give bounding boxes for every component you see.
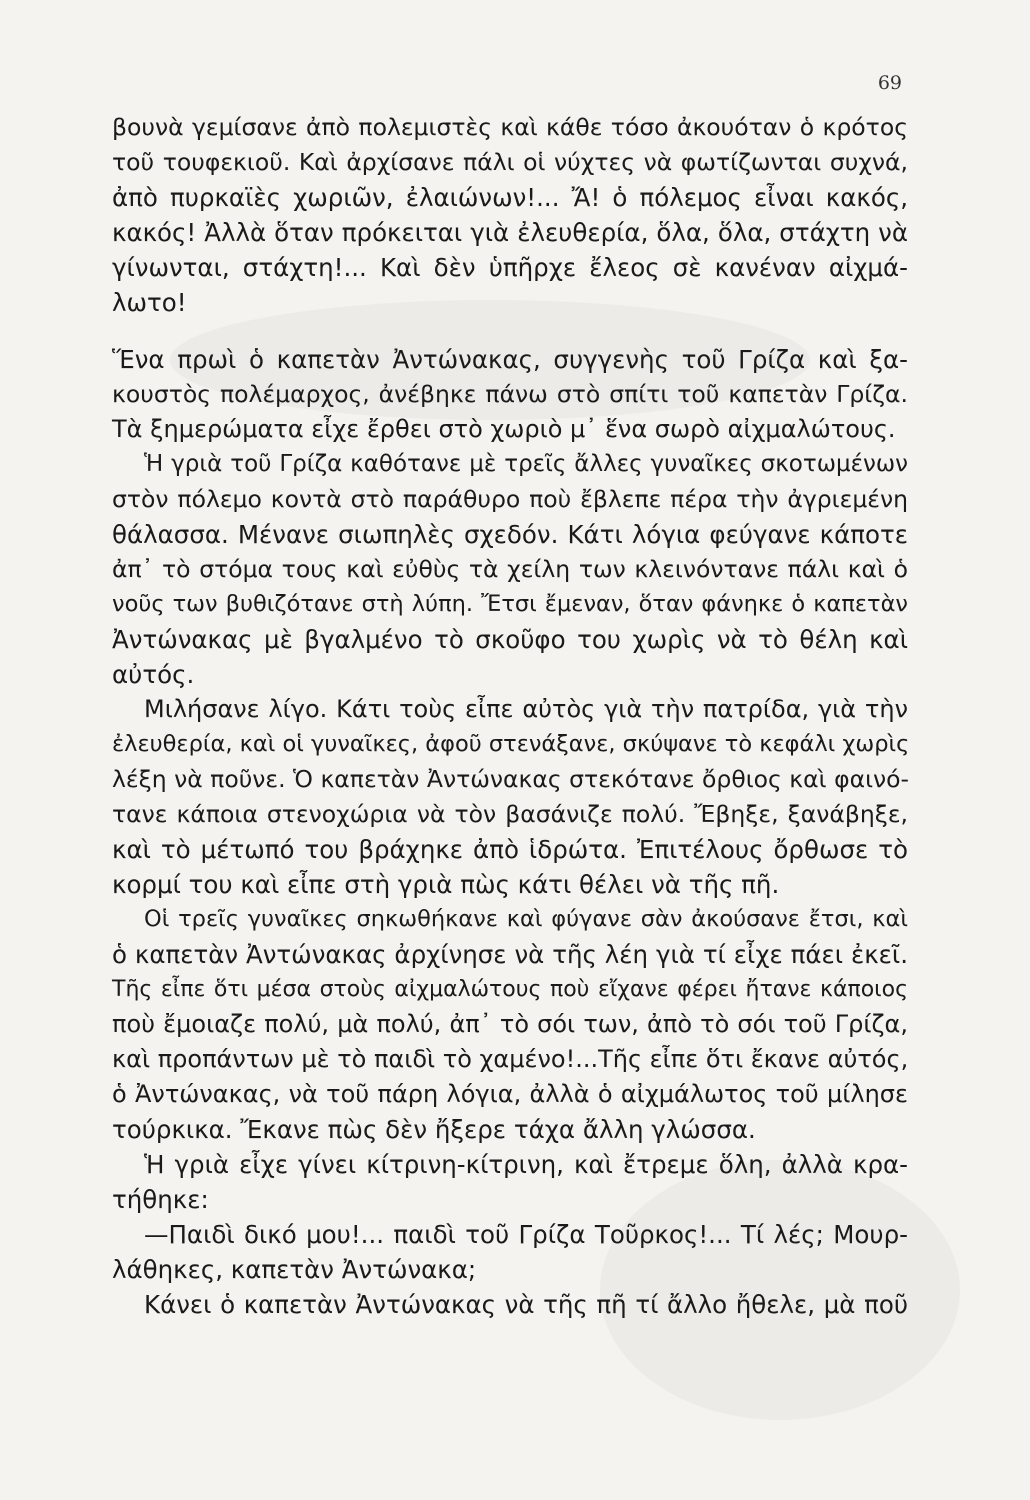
text-line: γίνωνται, στάχτη!... Καὶ δὲν ὑπῆρχε ἔλεος σὲ κανέναν αἰχμά- (112, 253, 908, 282)
text-line: Ἡ γριὰ εἶχε γίνει κίτρινη-κίτρινη, καὶ ἔτρεμε ὅλη, ἀλλὰ κρα- (144, 1150, 908, 1179)
text-line: Τῆς εἶπε ὅτι μέσα στοὺς αἰχμαλώτους ποὺ εἴχανε φέρει ἤτανε κάποιος (112, 977, 908, 1002)
text-line: βουνὰ γεμίσανε ἀπὸ πολεμιστὲς καὶ κάθε τόσο ἀκουόταν ὁ κρότος (112, 113, 908, 141)
text-line: καὶ προπάντων μὲ τὸ παιδὶ τὸ χαμένο!...Τῆς εἶπε ὅτι ἔκανε αὐτός, (112, 1045, 909, 1073)
body-text (112, 110, 908, 1322)
paragraph (112, 1287, 908, 1322)
paragraph (112, 110, 908, 320)
paragraph (112, 342, 908, 447)
text-line: ἀπ᾽ τὸ στόμα τους καὶ εὐθὺς τὰ χείλη των κλεινόντανε πάλι καὶ ὁ (112, 555, 908, 583)
text-line: λέξη νὰ ποῦνε. Ὁ καπετὰν Ἀντώνακας στεκότανε ὄρθιος καὶ φαινό- (112, 765, 910, 793)
paragraph (112, 1217, 908, 1287)
text-line: Ἡ γριὰ τοῦ Γρίζα καθότανε μὲ τρεῖς ἄλλες γυναῖκες σκοτωμένων (144, 451, 908, 477)
paragraph (112, 1147, 908, 1217)
text-line: λωτο! (112, 288, 187, 317)
text-line: Οἱ τρεῖς γυναῖκες σηκωθήκανε καὶ φύγανε σὰν ἀκούσανε ἔτσι, καὶ (144, 906, 908, 932)
text-line: στὸν πόλεμο κοντὰ στὸ παράθυρο ποὺ ἔβλεπε πέρα τὴν ἀγριεμένη (112, 485, 908, 513)
page-number: 69 (877, 72, 902, 94)
text-line: καὶ τὸ μέτωπό του βράχηκε ἀπὸ ἱδρώτα. Ἐπιτέλους ὄρθωσε τὸ (112, 835, 908, 864)
paragraph (112, 692, 908, 902)
text-line: ἐλευθερία, καὶ οἱ γυναῖκες, ἀφοῦ στενάξανε, σκύψανε τὸ κεφάλι χωρὶς (112, 731, 910, 757)
text-line: —Παιδὶ δικό μου!... παιδὶ τοῦ Γρίζα Τοῦρκος!... Τί λές; Μουρ- (144, 1220, 908, 1249)
text-line: Ἀντώνακας μὲ βγαλμένο τὸ σκοῦφο του χωρὶς νὰ τὸ θέλη καὶ (112, 625, 908, 654)
text-line: κακός! Ἀλλὰ ὅταν πρόκειται γιὰ ἐλευθερία, ὅλα, ὅλα, στάχτη νὰ (112, 218, 908, 247)
paragraph (112, 902, 908, 1147)
text-line: Κάνει ὁ καπετὰν Ἀντώνακας νὰ τῆς πῆ τί ἄλλο ἤθελε, μὰ ποῦ (144, 1290, 908, 1319)
text-line: λάθηκες, καπετὰν Ἀντώνακα; (112, 1255, 477, 1284)
paragraph-gap (112, 320, 908, 342)
text-line: αὐτός. (112, 660, 195, 689)
text-line: Ἕνα πρωὶ ὁ καπετὰν Ἀντώνακας, συγγενὴς τοῦ Γρίζα καὶ ξα- (112, 345, 908, 374)
text-line: κορμί του καὶ εἶπε στὴ γριὰ πὼς κάτι θέλει νὰ τῆς πῆ. (112, 870, 780, 899)
text-line: ἀπὸ πυρκαϊὲς χωριῶν, ἐλαιώνων!... Ἄ! ὁ πόλεμος εἶναι κακός, (112, 183, 908, 212)
text-line: θάλασσα. Μένανε σιωπηλὲς σχεδόν. Κάτι λόγια φεύγανε κάποτε (112, 520, 908, 549)
text-line: νοῦς των βυθιζότανε στὴ λύπη. Ἔτσι ἔμεναν, ὅταν φάνηκε ὁ καπετὰν (112, 591, 908, 617)
text-line: ὁ Ἀντώνακας, νὰ τοῦ πάρη λόγια, ἀλλὰ ὁ αἰχμάλωτος τοῦ μίλησε (112, 1080, 908, 1108)
text-line: τήθηκε: (112, 1185, 209, 1214)
text-line: τοῦ τουφεκιοῦ. Καὶ ἀρχίσανε πάλι οἱ νύχτες νὰ φωτίζωνται συχνά, (112, 148, 908, 176)
text-line: ποὺ ἔμοιαζε πολύ, μὰ πολύ, ἀπ᾽ τὸ σόι των, ἀπὸ τὸ σόι τοῦ Γρίζα, (112, 1010, 908, 1038)
text-line: Μιλήσανε λίγο. Κάτι τοὺς εἶπε αὐτὸς γιὰ τὴν πατρίδα, γιὰ τὴν (144, 695, 908, 723)
text-line: Τὰ ξημερώματα εἶχε ἔρθει στὸ χωριὸ μ᾽ ἕνα σωρὸ αἰχμαλώτους. (112, 415, 896, 443)
text-line: κουστὸς πολέμαρχος, ἀνέβηκε πάνω στὸ σπίτι τοῦ καπετὰν Γρίζα. (112, 380, 908, 408)
text-line: τούρκικα. Ἔκανε πὼς δὲν ἤξερε τάχα ἄλλη γλώσσα. (112, 1115, 756, 1144)
paragraph (112, 447, 908, 692)
text-line: τανε κάποια στενοχώρια νὰ τὸν βασάνιζε πολύ. Ἔβηξε, ξανάβηξε, (112, 800, 908, 828)
text-line: ὁ καπετὰν Ἀντώνακας ἀρχίνησε νὰ τῆς λέη γιὰ τί εἶχε πάει ἐκεῖ. (112, 940, 908, 969)
